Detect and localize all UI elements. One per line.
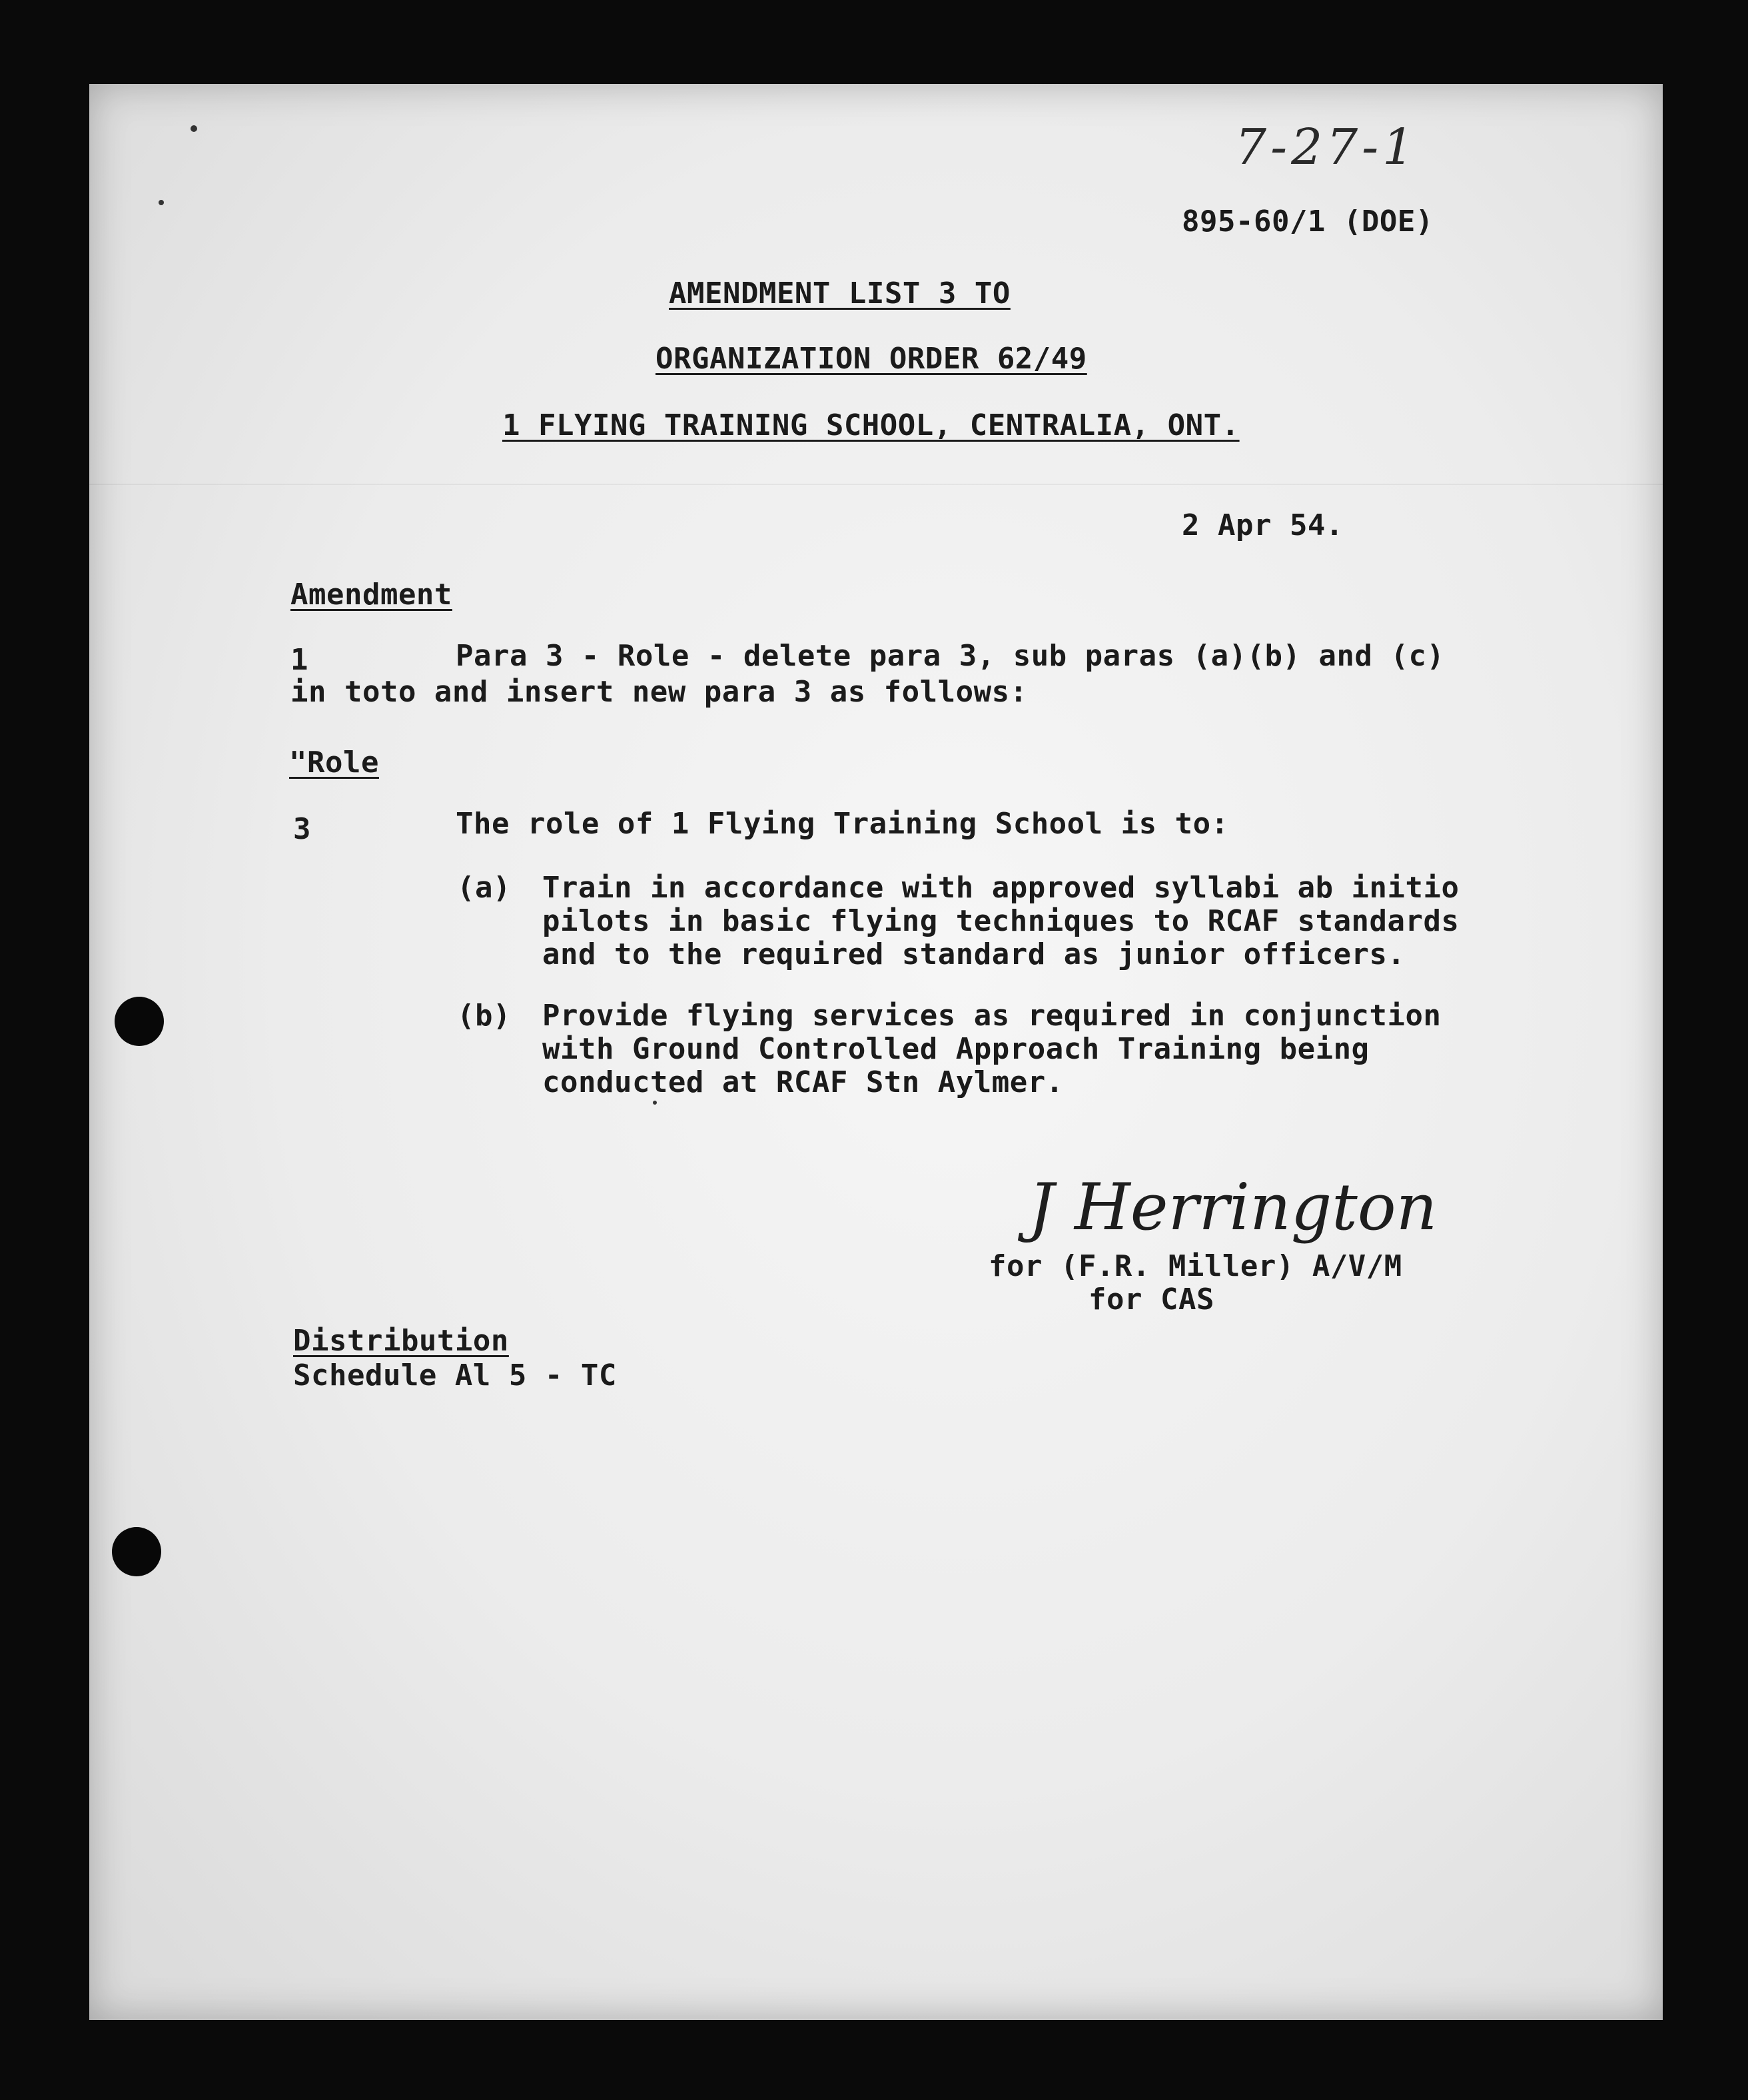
scan-speck xyxy=(191,125,197,132)
amendment-heading: Amendment xyxy=(290,578,452,612)
item-a-line-3: and to the required standard as junior officers. xyxy=(542,937,1406,971)
item-a-line-1: Train in accordance with approved syllabi ab initio xyxy=(542,871,1460,905)
distribution-text: Schedule Al 5 - TC xyxy=(293,1358,617,1392)
item-a-label: (a) xyxy=(457,871,511,905)
signatory-line-1: for (F.R. Miller) A/V/M xyxy=(989,1249,1402,1283)
scan-speck xyxy=(159,200,164,205)
fold-line xyxy=(89,484,1663,485)
punch-hole-upper xyxy=(115,997,164,1046)
item-b-label: (b) xyxy=(457,999,511,1033)
scan-speck xyxy=(653,1101,657,1105)
signature: J Herrington xyxy=(1029,1170,1438,1245)
item-a-line-2: pilots in basic flying techniques to RCAF standards xyxy=(542,904,1460,938)
document-date: 2 Apr 54. xyxy=(1182,508,1344,542)
title-line-3: 1 FLYING TRAINING SCHOOL, CENTRALIA, ONT. xyxy=(502,408,1240,442)
document-page xyxy=(89,84,1663,2020)
para-1-line-1: Para 3 - Role - delete para 3, sub paras (a)(b) and (c) xyxy=(456,639,1445,673)
file-reference: 895-60/1 (DOE) xyxy=(1182,205,1434,239)
role-heading: "Role xyxy=(289,746,379,780)
para-3-text: The role of 1 Flying Training School is to: xyxy=(456,807,1229,841)
para-1-line-2: in toto and insert new para 3 as follows: xyxy=(290,675,1028,709)
item-b-line-1: Provide flying services as required in conjunction xyxy=(542,999,1442,1033)
title-line-1: AMENDMENT LIST 3 TO xyxy=(669,276,1011,310)
para-3-number: 3 xyxy=(293,812,311,846)
handwritten-file-reference: 7-27-1 xyxy=(1235,119,1418,176)
signatory-line-2: for CAS xyxy=(1089,1283,1214,1316)
para-1-number: 1 xyxy=(290,643,308,677)
item-b-line-2: with Ground Controlled Approach Training being xyxy=(542,1032,1370,1066)
punch-hole-lower xyxy=(112,1527,161,1576)
title-line-2: ORGANIZATION ORDER 62/49 xyxy=(656,342,1087,376)
item-b-line-3: conducted at RCAF Stn Aylmer. xyxy=(542,1065,1064,1099)
distribution-heading: Distribution xyxy=(293,1324,509,1358)
